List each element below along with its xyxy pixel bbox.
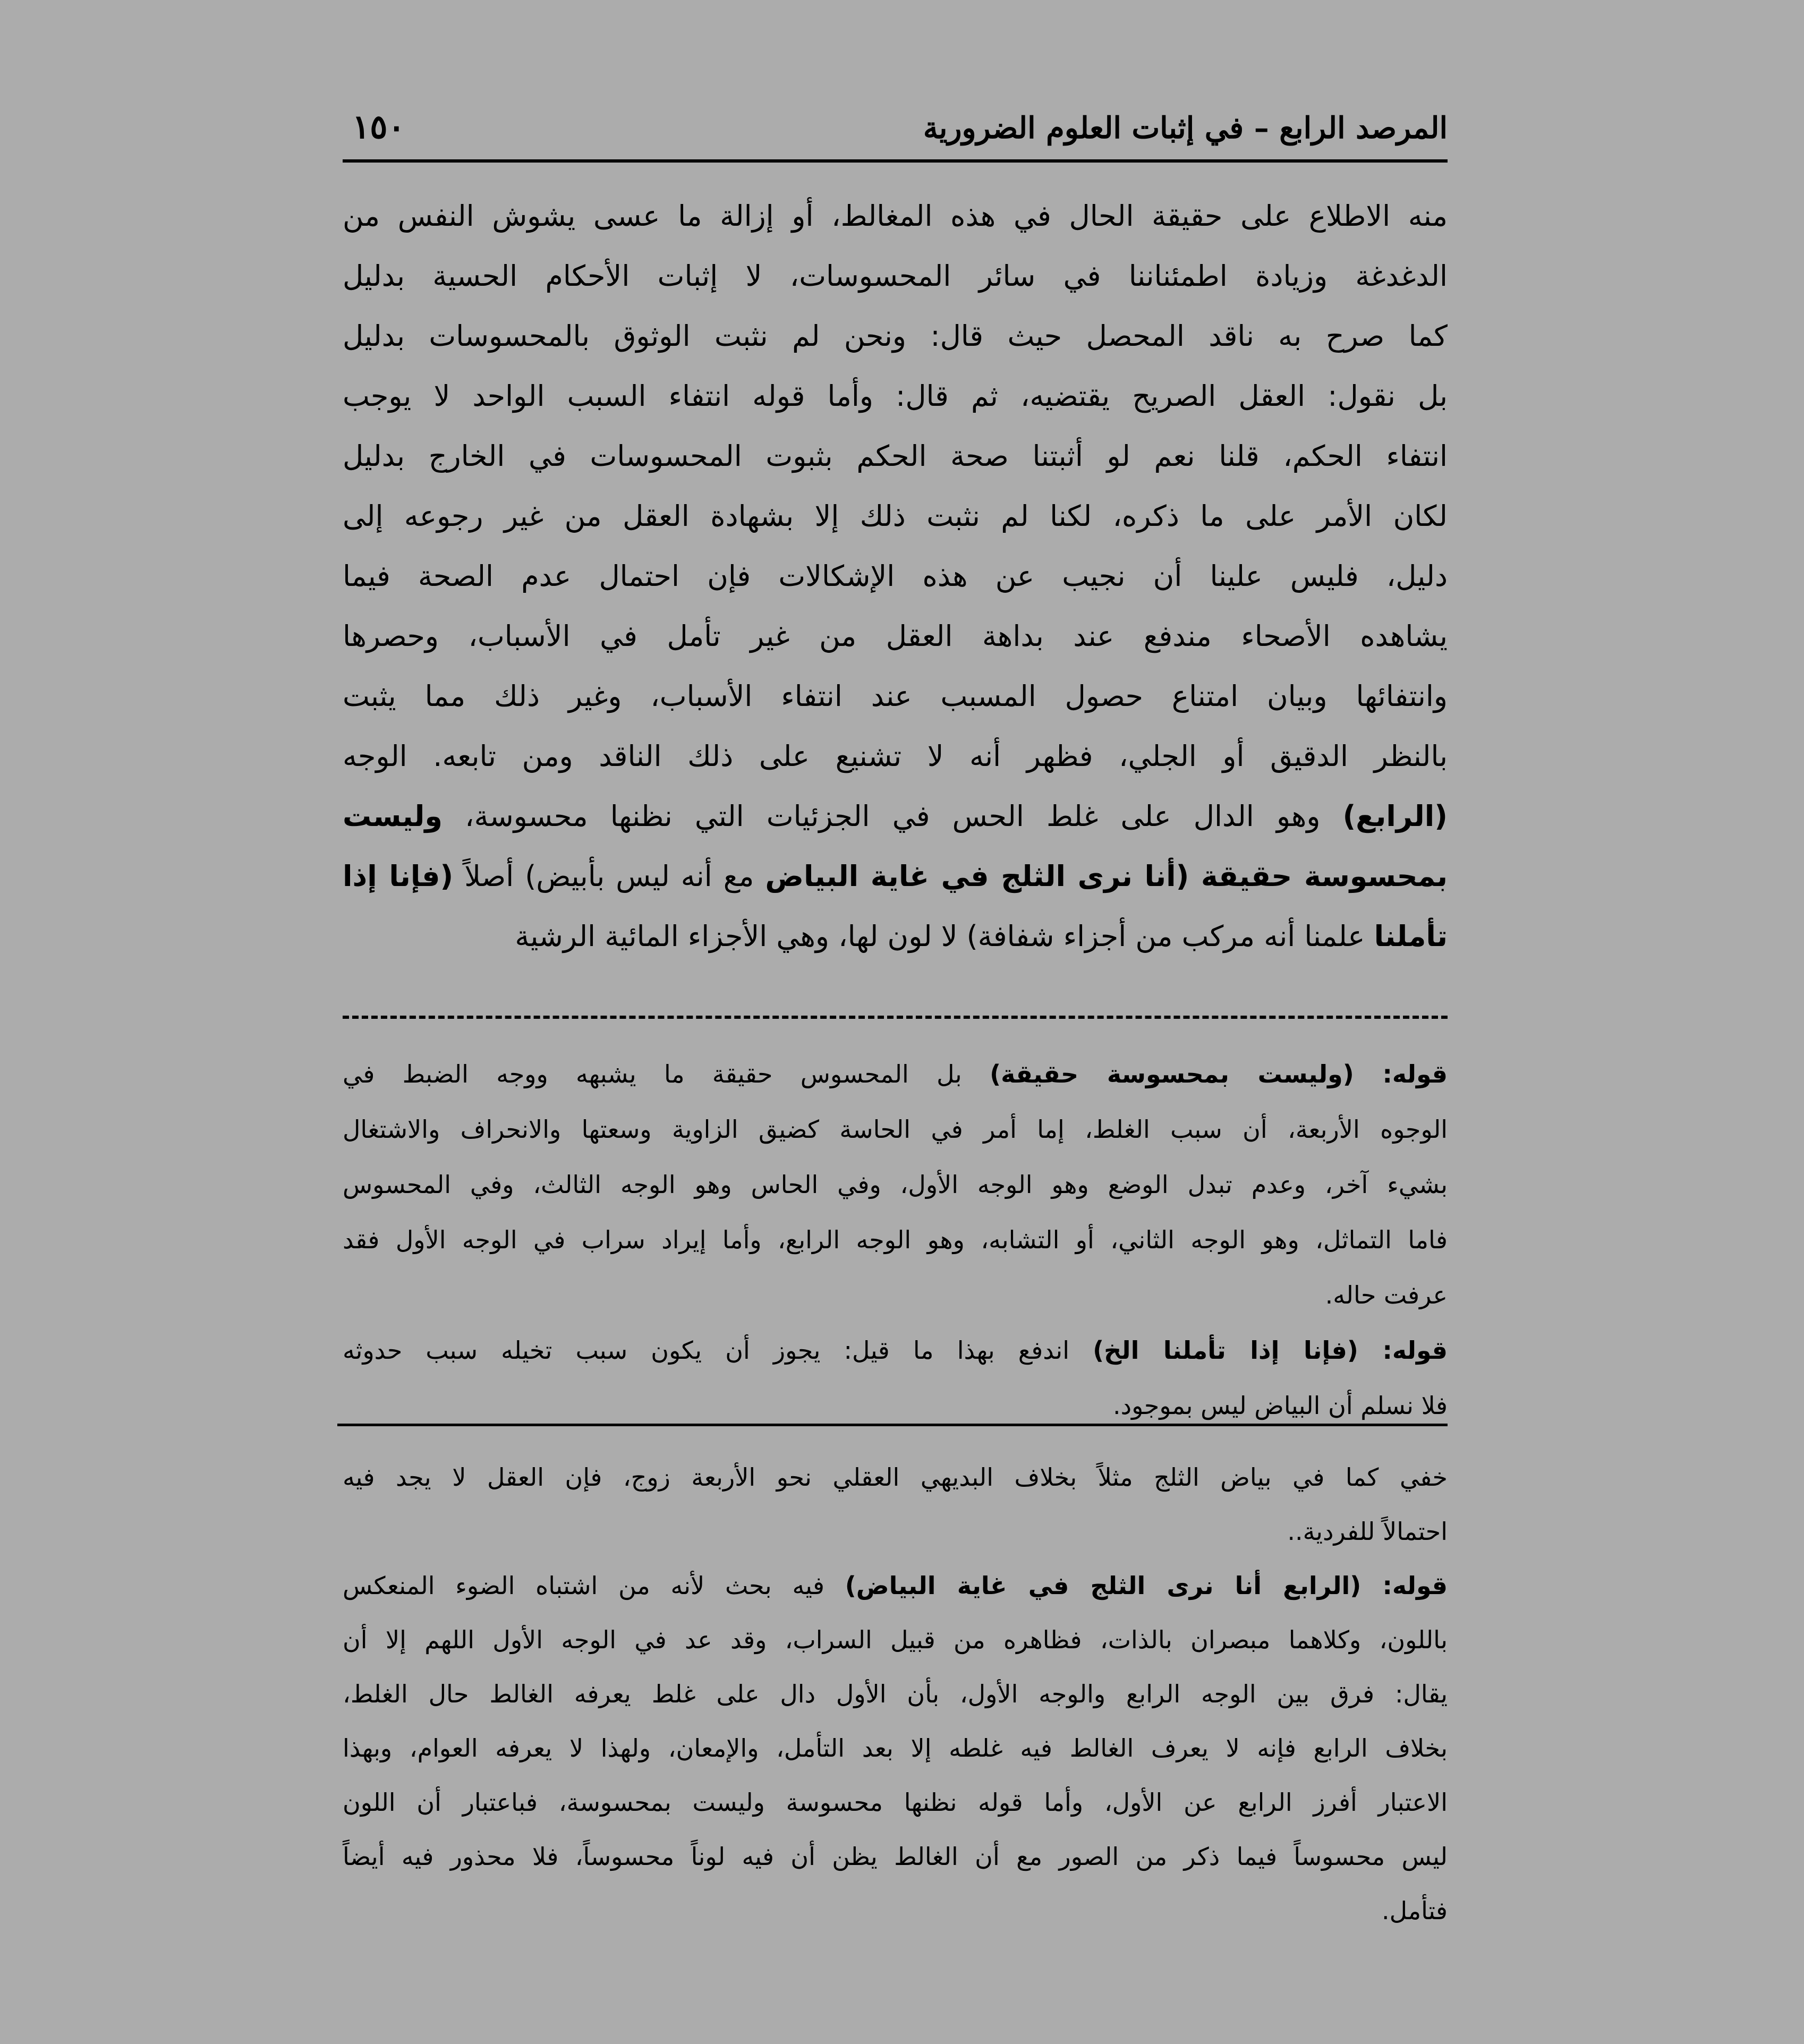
page-header <box>343 101 1448 163</box>
running-head: المرصد الرابع – في إثبات العلوم الضرورية <box>923 110 1448 146</box>
text-line: الاعتبار أفرز الرابع عن الأول، وأما قوله نظنها محسوسة وليست بمحسوسة، فباعتبار أن اللون <box>343 1788 1448 1817</box>
text-run: فيه بحث لأنه من اشتباه الضوء المنعكس <box>343 1571 845 1600</box>
text-run: اندفع بهذا ما قيل: يجوز أن يكون سبب تخيله سبب حدوثه <box>343 1336 1093 1365</box>
note-lead: قوله: (الرابع أنا نرى الثلج في غاية البياض) <box>845 1571 1448 1600</box>
note-lead: قوله: (فإنا إذا تأملنا الخ) <box>1093 1336 1448 1365</box>
text-line <box>343 1558 1448 1613</box>
bold-phrase: (فإنا إذا <box>343 859 454 893</box>
bold-phrase: بمحسوسة حقيقة (أنا نرى الثلج في غاية البياض <box>765 859 1448 893</box>
commentary-bottom <box>343 1450 1448 1938</box>
commentary-note <box>343 1450 1448 1558</box>
text-line: بالنظر الدقيق أو الجلي، فظهر أنه لا تشنيع على ذلك الناقد ومن تابعه. الوجه <box>343 739 1448 773</box>
text-line <box>343 1046 1448 1102</box>
text-run: علمنا أنه مركب من أجزاء شفافة) لا لون لها، وهي الأجزاء المائية الرشية <box>515 919 1374 953</box>
page-number: ١٥٠ <box>352 107 405 146</box>
text-run: مع أنه ليس بأبيض) أصلاً <box>453 859 765 893</box>
bold-phrase: تأملنا <box>1374 919 1448 953</box>
text-line: فاما التماثل، وهو الوجه الثاني، أو التشابه، وهو الوجه الرابع، وأما إيراد سراب في الوجه الأول فقد <box>343 1225 1448 1254</box>
text-line: ليس محسوساً فيما ذكر من الصور مع أن الغالط يظن أن فيه لوناً محسوساً، فلا محذور فيه أيضاً <box>343 1842 1448 1871</box>
text-line <box>343 1323 1448 1378</box>
text-line: الوجوه الأربعة، أن سبب الغلط، إما أمر في الحاسة كضيق الزاوية وسعتها والانحراف والاشتغال <box>343 1115 1448 1144</box>
bold-phrase: (الرابع) <box>1342 799 1448 833</box>
text-line: باللون، وكلاهما مبصران بالذات، فظاهره من قبيل السراب، وقد عد في الوجه الأول اللهم إلا أن <box>343 1625 1448 1654</box>
text-run: وهو الدال على غلط الحس في الجزئيات التي نظنها محسوسة، <box>443 799 1343 833</box>
dashed-divider <box>343 1016 1448 1019</box>
text-line: كما صرح به ناقد المحصل حيث قال: ونحن لم نثبت الوثوق بالمحسوسات بدليل <box>343 319 1448 353</box>
text-line <box>343 906 1448 966</box>
text-line: بشيء آخر، وعدم تبدل الوضع وهو الوجه الأول، وفي الحاس وهو الوجه الثالث، وفي المحسوس <box>343 1170 1448 1199</box>
text-line <box>343 786 1448 846</box>
text-line: خفي كما في بياض الثلج مثلاً بخلاف البديهي العقلي نحو الأربعة زوج، فإن العقل لا يجد فيه <box>343 1463 1448 1492</box>
text-line: يقال: فرق بين الوجه الرابع والوجه الأول، بأن الأول دال على غلط يعرفه الغالط حال الغلط، <box>343 1680 1448 1708</box>
text-line: فتأمل. <box>1382 1896 1448 1925</box>
text-line: لكان الأمر على ما ذكره، لكنا لم نثبت ذلك إلا بشهادة العقل من غير رجوعه إلى <box>343 499 1448 533</box>
text-line: بخلاف الرابع فإنه لا يعرف الغالط فيه غلطه إلا بعد التأمل، والإمعان، ولهذا لا يعرفه العوام، وبهذا <box>343 1734 1448 1762</box>
text-run: بل المحسوس حقيقة ما يشبهه ووجه الضبط في <box>343 1060 990 1088</box>
commentary-note <box>343 1323 1448 1433</box>
text-line: يشاهده الأصحاء مندفع عند بداهة العقل من غير تأمل في الأسباب، وحصرها <box>343 619 1448 653</box>
main-text <box>343 186 1448 966</box>
text-line: احتمالاً للفردية.. <box>1287 1517 1448 1546</box>
text-line: دليل، فليس علينا أن نجيب عن هذه الإشكالات فإن احتمال عدم الصحة فيما <box>343 559 1448 593</box>
text-line <box>343 846 1448 906</box>
text-line: بل نقول: العقل الصريح يقتضيه، ثم قال: وأما قوله انتفاء السبب الواحد لا يوجب <box>343 379 1448 413</box>
note-lead: قوله: (وليست بمحسوسة حقيقة) <box>990 1060 1448 1088</box>
commentary-note <box>343 1558 1448 1938</box>
text-line: عرفت حاله. <box>1325 1281 1448 1309</box>
solid-divider <box>337 1424 1448 1426</box>
text-line: فلا نسلم أن البياض ليس بموجود. <box>1113 1391 1448 1420</box>
text-line: انتفاء الحكم، قلنا نعم لو أثبتنا صحة الحكم بثبوت المحسوسات في الخارج بدليل <box>343 439 1448 473</box>
text-line: الدغدغة وزيادة اطمئناننا في سائر المحسوسات، لا إثبات الأحكام الحسية بدليل <box>343 259 1448 293</box>
text-line: منه الاطلاع على حقيقة الحال في هذه المغالط، أو إزالة ما عسى يشوش النفس من <box>343 199 1448 233</box>
text-line: وانتفائها وبيان امتناع حصول المسبب عند انتفاء الأسباب، وغير ذلك مما يثبت <box>343 679 1448 713</box>
bold-phrase: وليست <box>343 799 443 833</box>
commentary-note <box>343 1046 1448 1323</box>
commentary-top <box>343 1046 1448 1433</box>
book-page <box>343 101 1448 1928</box>
